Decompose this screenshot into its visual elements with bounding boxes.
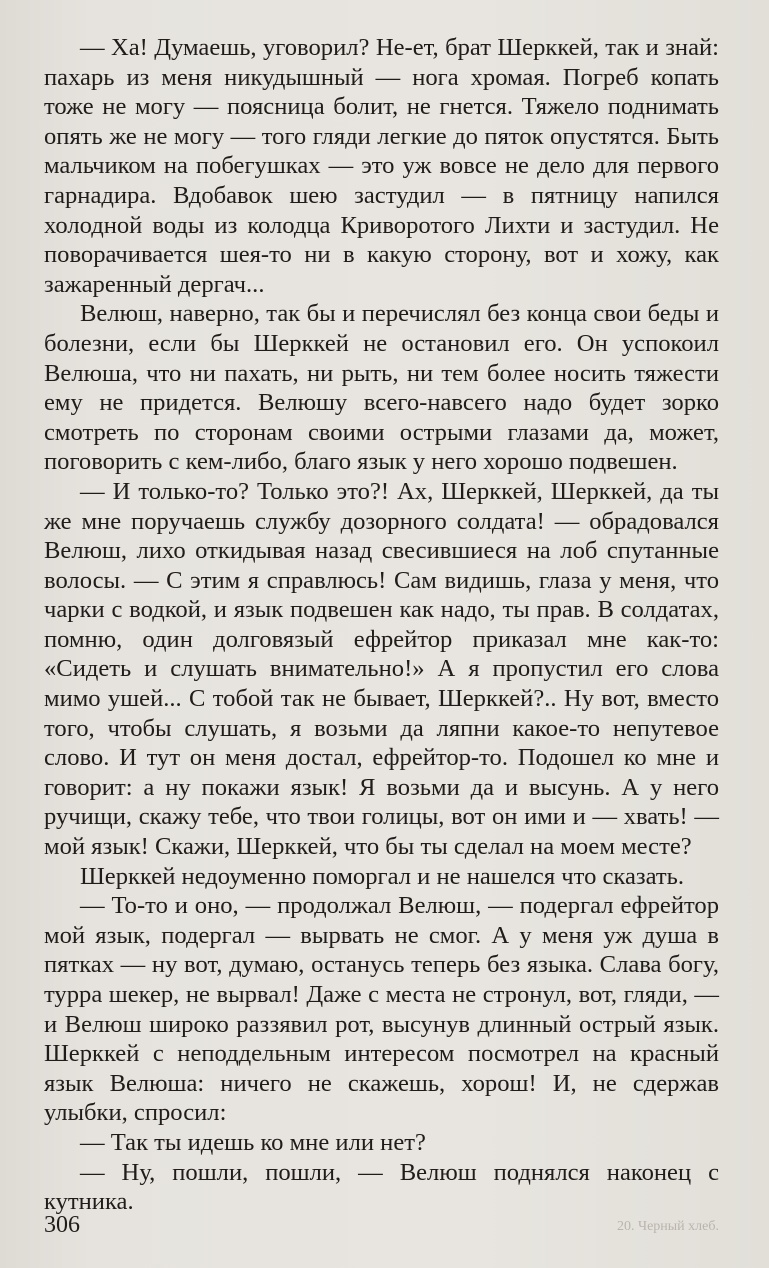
paragraph-2: Велюш, наверно, так бы и перечислял без конца свои беды и болезни, если бы Шерккей не остановил его. Он успокоил Велюша, что ни пахать, ни рыть, ни тем более носить тяжести ему не придется. Велюшу всего-навсего надо будет зорко смотреть по сторонам своими острыми глазами да, может, поговорить с кем-либо, благо язык у него хорошо подвешен.: [44, 300, 719, 476]
paragraph-5: — То-то и оно, — продолжал Велюш, — подергал ефрейтор мой язык, подергал — вырвать не смог. А у меня уж душа в пятках — ну вот, думаю, останусь теперь без языка. Слава богу, турра шекер, не вырвал! Даже с места не стронул, вот, гляди, — и Велюш широко раззявил рот, высунув длинный острый язык. Шерккей с неподдельным интересом посмотрел на красный язык Велюша: ничего не скажешь, хорош! И, не сдержав улыбки, спросил:: [44, 892, 719, 1127]
page-body-text: [44, 33, 719, 1217]
signature-mark: 20. Черный хлеб.: [616, 1219, 719, 1234]
paragraph-4: Шерккей недоуменно поморгал и не нашелся что сказать.: [80, 862, 685, 890]
page-footer: [44, 1210, 719, 1250]
paragraph-6: — Так ты идешь ко мне или нет?: [80, 1128, 426, 1156]
page-number: 306: [44, 1212, 80, 1238]
paragraph-1: — Ха! Думаешь, уговорил? Не-ет, брат Шерккей, так и знай: пахарь из меня никудышный — нога хромая. Погреб копать тоже не могу — поясница болит, не гнется. Тяжело поднимать опять же не могу — того гляди легкие до пяток опустятся. Быть мальчиком на побегушках — это уж вовсе не дело для первого гарнадира. Вдобавок шею застудил — в пятницу напился холодной воды из колодца Криворотого Лихти и застудил. Не поворачивается шея-то ни в какую сторону, вот и хожу, как зажаренный дергач...: [44, 34, 719, 298]
paragraph-7: — Ну, пошли, пошли, — Велюш поднялся наконец с кутника.: [44, 1158, 719, 1216]
paragraph-3: — И только-то? Только это?! Ах, Шерккей, Шерккей, да ты же мне поручаешь службу дозорного солдата! — обрадовался Велюш, лихо откидывая назад свесившиеся на лоб спутанные волосы. — С этим я справлюсь! Сам видишь, глаза у меня, что чарки с водкой, и язык подвешен как надо, ты прав. В солдатах, помню, один долговязый ефрейтор приказал мне как-то: «Сидеть и слушать внимательно!» А я пропустил его слова мимо ушей... С тобой так не бывает, Шерккей?.. Ну вот, вместо того, чтобы слушать, я возьми да ляпни какое-то непутевое слово. И тут он меня достал, ефрейтор-то. Подошел ко мне и говорит: а ну покажи язык! Я возьми да и высунь. А у него ручищи, скажу тебе, что твои голицы, вот он ими и — хвать! — мой язык! Скажи, Шерккей, что бы ты сделал на моем месте?: [44, 477, 719, 861]
